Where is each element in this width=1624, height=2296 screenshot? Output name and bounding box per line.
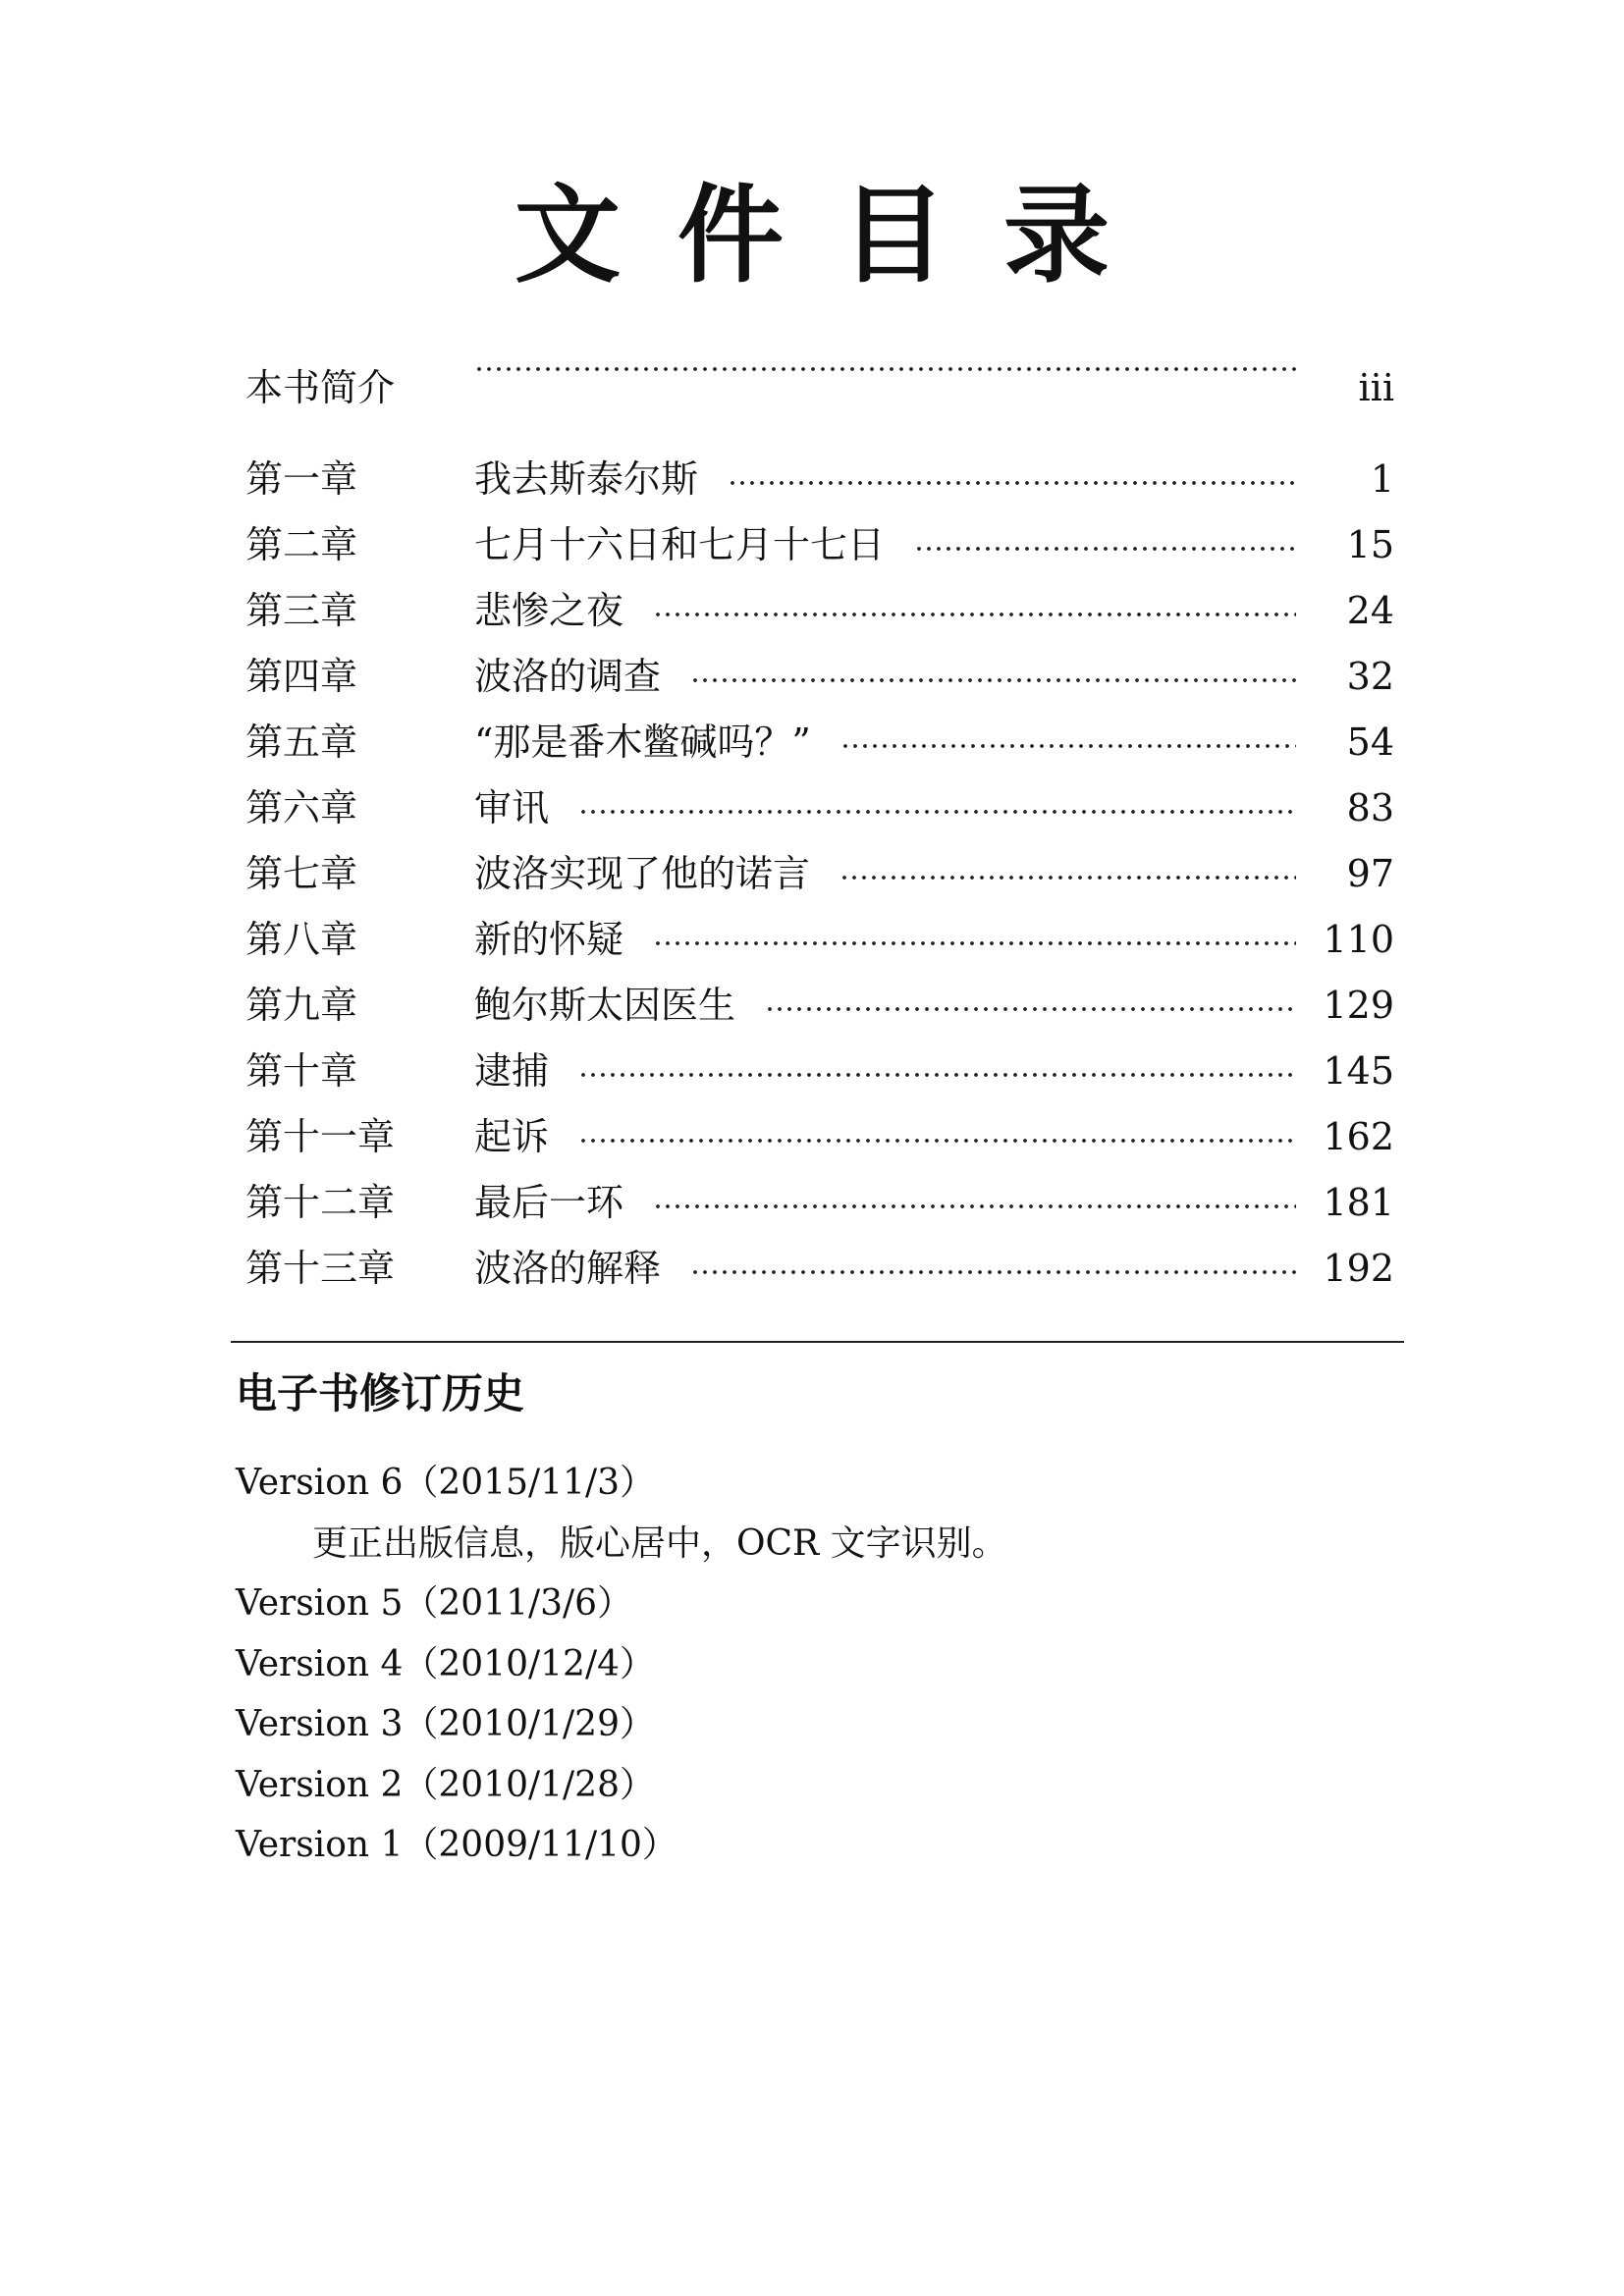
- toc-entry-title: 审讯: [474, 786, 550, 829]
- toc-leader-dots: [839, 875, 1296, 881]
- toc-entry-label: 第十章: [245, 1049, 358, 1093]
- toc-entry-title: 波洛实现了他的诺言: [474, 852, 811, 895]
- toc-entry-label: 第三章: [245, 589, 358, 632]
- toc-entry-chapter[interactable]: [245, 1173, 1394, 1232]
- toc-entry-title: 我去斯泰尔斯: [474, 457, 699, 501]
- toc-entry-label: 第一章: [245, 457, 358, 501]
- toc-entry-label: 本书简介: [245, 366, 396, 409]
- toc-entry-label: 第八章: [245, 918, 358, 961]
- toc-page-number: 110: [1323, 918, 1394, 961]
- toc-entry-chapter[interactable]: [245, 581, 1394, 640]
- toc-entry-title: 波洛的解释: [474, 1247, 662, 1290]
- revision-history-list: [236, 1453, 1218, 1876]
- toc-entry-title: 波洛的调查: [474, 655, 662, 698]
- toc-leader-dots: [474, 366, 1296, 372]
- toc-entry-label: 第五章: [245, 721, 358, 764]
- version-entry: Version 6（2015/11/3）: [236, 1463, 655, 1503]
- toc-page-number: 54: [1346, 721, 1394, 764]
- toc-entry-label: 第十二章: [245, 1181, 396, 1224]
- toc-entry-label: 第六章: [245, 786, 358, 829]
- toc-leader-dots: [653, 1203, 1296, 1209]
- toc-entry-title: 鲍尔斯太因医生: [474, 984, 736, 1027]
- toc-entry-title: 悲惨之夜: [474, 589, 624, 632]
- toc-entry-chapter[interactable]: [245, 515, 1394, 574]
- toc-page-number: 192: [1323, 1247, 1394, 1290]
- toc-page-number: 15: [1346, 523, 1394, 566]
- document-title: 文件目录: [514, 174, 1166, 297]
- version-entry: Version 2（2010/1/28）: [236, 1764, 655, 1805]
- toc-leader-dots: [728, 480, 1296, 486]
- toc-page-number: iii: [1358, 366, 1394, 409]
- toc-entry-chapter[interactable]: [245, 910, 1394, 969]
- revision-history-heading: 电子书修订历史: [236, 1369, 525, 1417]
- toc-leader-dots: [653, 940, 1296, 946]
- toc-entry-label: 第十三章: [245, 1247, 396, 1290]
- toc-entry-chapter[interactable]: [245, 713, 1394, 772]
- toc-page-number: 24: [1346, 589, 1394, 632]
- toc-page-number: 97: [1346, 852, 1394, 895]
- toc-entry-chapter[interactable]: [245, 1041, 1394, 1100]
- toc-entry-label: 第二章: [245, 523, 358, 566]
- toc-leader-dots: [578, 1072, 1296, 1078]
- toc-entry-title: “那是番木鳖碱吗？”: [474, 721, 811, 764]
- version-entry: Version 4（2010/12/4）: [236, 1643, 655, 1684]
- toc-page-number: 32: [1346, 655, 1394, 698]
- toc-entry-label: 第九章: [245, 984, 358, 1027]
- toc-leader-dots: [690, 1269, 1296, 1275]
- toc-leader-dots: [914, 546, 1296, 552]
- version-entry: Version 1（2009/11/10）: [236, 1825, 677, 1865]
- toc-entry-chapter[interactable]: [245, 976, 1394, 1035]
- toc-leader-dots: [653, 612, 1296, 617]
- toc-entry-intro[interactable]: [245, 358, 1394, 417]
- toc-page-number: 129: [1323, 984, 1394, 1027]
- section-divider: [231, 1341, 1404, 1343]
- toc-leader-dots: [765, 1006, 1296, 1012]
- toc-page-number: 1: [1370, 457, 1394, 501]
- toc-entry-chapter[interactable]: [245, 1107, 1394, 1166]
- toc-entry-title: 最后一环: [474, 1181, 624, 1224]
- version-entry: Version 5（2011/3/6）: [236, 1583, 633, 1624]
- toc-entry-title: 起诉: [474, 1115, 550, 1158]
- toc-leader-dots: [578, 809, 1296, 815]
- toc-entry-chapter[interactable]: [245, 844, 1394, 903]
- toc-entry-title: 新的怀疑: [474, 918, 624, 961]
- toc-page-number: 145: [1323, 1049, 1394, 1093]
- toc-page-number: 83: [1346, 786, 1394, 829]
- toc-entry-title: 七月十六日和七月十七日: [474, 523, 886, 566]
- version-note: 更正出版信息，版心居中，OCR 文字识别。: [312, 1522, 1007, 1564]
- toc-entry-label: 第七章: [245, 852, 358, 895]
- toc-leader-dots: [578, 1138, 1296, 1144]
- toc-entry-chapter[interactable]: [245, 1239, 1394, 1298]
- toc-entry-chapter[interactable]: [245, 778, 1394, 837]
- toc-entry-chapter[interactable]: [245, 647, 1394, 706]
- toc-page-number: 162: [1323, 1115, 1394, 1158]
- version-entry: Version 3（2010/1/29）: [236, 1704, 655, 1744]
- toc-leader-dots: [690, 677, 1296, 683]
- toc-leader-dots: [840, 743, 1296, 749]
- toc-entry-label: 第十一章: [245, 1115, 396, 1158]
- toc-entry-label: 第四章: [245, 655, 358, 698]
- toc-page-number: 181: [1323, 1181, 1394, 1224]
- toc-entry-title: 逮捕: [474, 1049, 550, 1093]
- toc-entry-chapter[interactable]: [245, 450, 1394, 508]
